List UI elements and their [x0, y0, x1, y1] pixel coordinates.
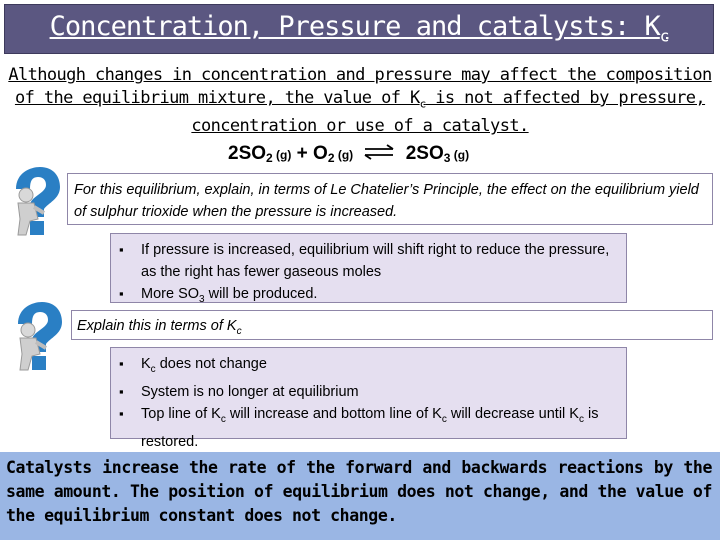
equilibrium-arrows-icon: [362, 144, 396, 160]
intro-subscript: c: [419, 97, 426, 111]
answer-1-bullet-1: If pressure is increased, equilibrium will shift right to reduce the pressure, as the right has fewer gaseous moles: [141, 242, 610, 280]
slide-title: [5, 11, 713, 45]
answer-2-bullet-3-post: is restored.: [141, 405, 599, 450]
product-state: (g): [450, 148, 470, 162]
question-box-1: [67, 173, 713, 225]
title-bar: [4, 4, 714, 54]
answer-2-bullet-3-sub3: c: [578, 413, 584, 425]
reactant2-subscript: 2: [327, 151, 335, 165]
footer-text: Catalysts increase the rate of the forward and backwards reactions by the same amount. The position of equilibrium does not change, and the value of the equilibrium constant does not change.: [6, 458, 712, 525]
question-1-text: For this equilibrium, explain, in terms of Le Chatelier’s Principle, the effect on the equilibrium yield of sulphur trioxide when the pressure is increased.: [74, 182, 699, 220]
answer-1-bullet-2-post: will be produced.: [204, 286, 318, 302]
answer-2-bullet-3-mid2: will decrease until K: [446, 405, 579, 422]
intro-text-part2: is not affected by pressure, concentration or use of a catalyst.: [191, 88, 706, 137]
reactant2: O: [313, 143, 328, 164]
answer-2-list: [111, 348, 626, 453]
list-item: [141, 381, 620, 403]
footer-banner: [0, 452, 720, 540]
reactant1-state: (g): [272, 148, 292, 162]
plus-sign: +: [291, 143, 314, 164]
question-2-text: [72, 311, 712, 347]
question-box-2: [71, 310, 713, 340]
answer-2-bullet-1-post: does not change: [155, 356, 267, 372]
answer-2-bullet-1-pre: K: [141, 356, 151, 372]
product: 2SO: [405, 143, 444, 164]
question-2-text-main: Explain this in terms of K: [77, 318, 237, 334]
intro-paragraph: [8, 64, 712, 138]
answer-2-bullet-3-mid: will increase and bottom line of K: [225, 405, 442, 422]
answer-box-2: [110, 347, 627, 450]
list-item: [141, 239, 620, 283]
list-item: [141, 353, 620, 381]
product-subscript: 3: [443, 151, 451, 165]
answer-2-bullet-1-sub: c: [150, 363, 156, 375]
reactant1-subscript: 2: [266, 151, 273, 165]
answer-2-bullet-3-sub2: c: [441, 413, 447, 425]
list-item: [141, 283, 620, 311]
slide-title-subscript: c: [659, 26, 669, 46]
answer-1-list: [111, 234, 626, 311]
reactant2-state: (g): [334, 148, 354, 162]
reactant1: 2SO: [228, 143, 267, 164]
answer-2-bullet-3-sub1: c: [220, 413, 226, 425]
answer-1-bullet-2-sub: 3: [199, 293, 205, 305]
answer-2-bullet-3-pre: Top line of K: [141, 405, 221, 422]
list-item: [141, 403, 620, 453]
answer-box-1: [110, 233, 627, 303]
question-mark-figure-icon: [6, 300, 64, 376]
intro-text-part1: Although changes in concentration and pressure may affect the composition of the equilibrium mixture, the value of K: [8, 65, 712, 108]
chemical-equation: [228, 143, 469, 165]
question-2-subscript: c: [236, 325, 242, 337]
answer-1-bullet-2-pre: More SO: [141, 286, 200, 302]
slide-title-text: Concentration, Pressure and catalysts: K: [49, 11, 660, 42]
question-mark-figure-icon: [4, 165, 62, 241]
answer-2-bullet-2: System is no longer at equilibrium: [141, 383, 359, 400]
